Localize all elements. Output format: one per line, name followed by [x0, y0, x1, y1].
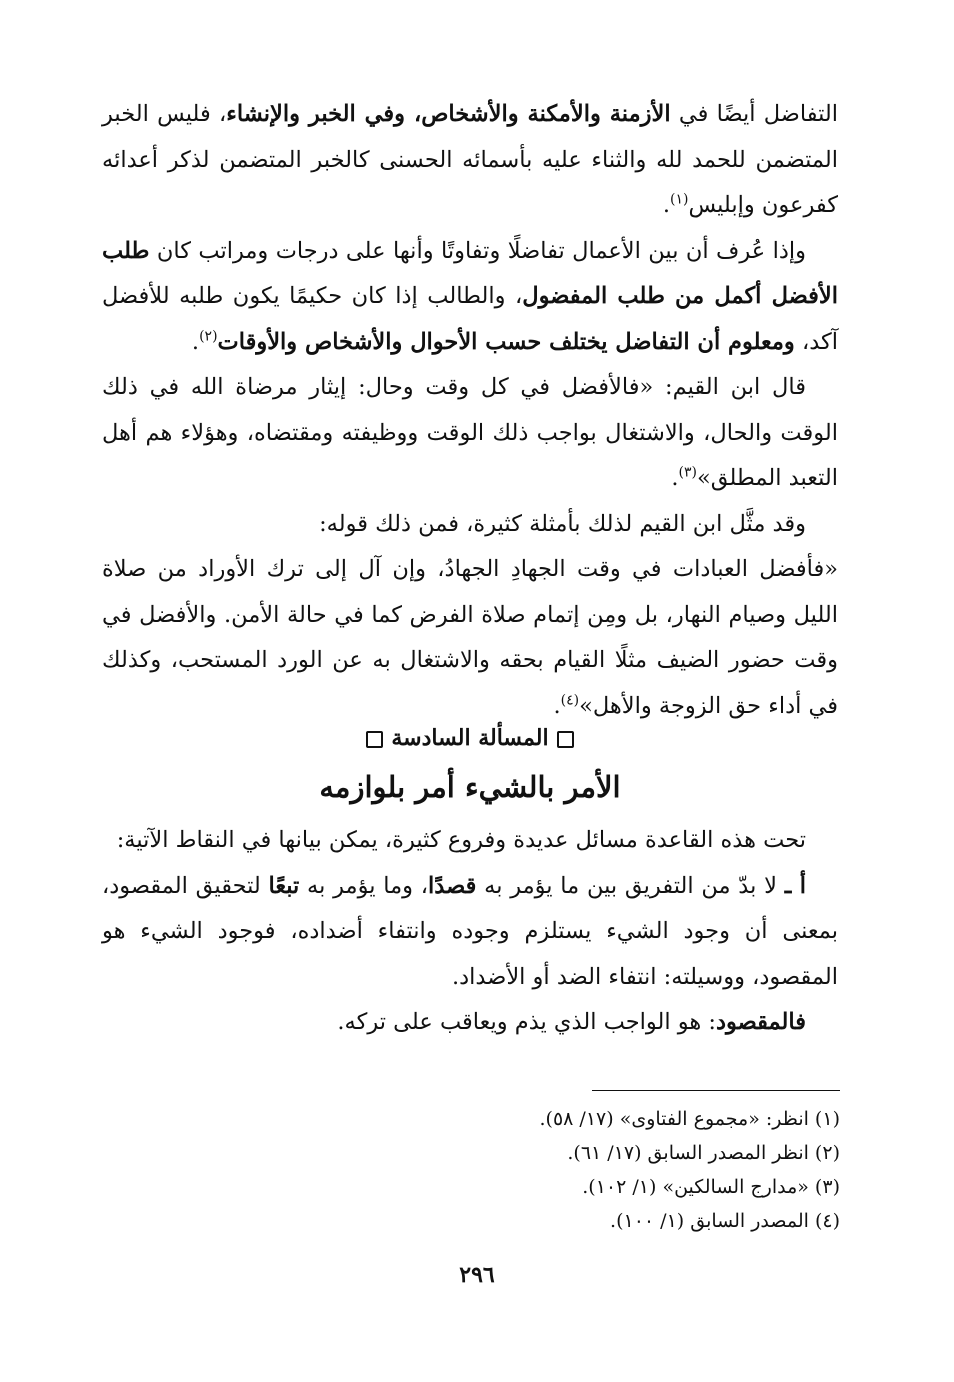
- paragraph-8: فالمقصود: هو الواجب الذي يذم ويعاقب على تركه.: [337, 1009, 806, 1035]
- footnote-divider: [592, 1090, 840, 1091]
- footnote-3: (٣) «مدارج السالكين» (١/ ١٠٢).: [582, 1176, 840, 1198]
- page-number: ٢٩٦: [459, 1262, 495, 1288]
- section-heading: الأمر بالشيء أمر بلوازمه: [319, 770, 621, 804]
- main-text: [102, 92, 838, 729]
- paragraph-3: قال ابن القيم: «فالأفضل في كل وقت وحال: إيثار مرضاة الله في ذلك الوقت والحال، والاشتغال بواجب ذلك الوقت ووظيفته ومقتضاه، وهؤلاء هم أهل التعبد المطلق»$^{(٣)}$.: [102, 374, 838, 491]
- paragraph-2: وإذا عُرف أن بين الأعمال تفاضلًا وتفاوتًا وأنها على درجات ومراتب كان طلب الأفضل أكمل من طلب المفضول، والطالب إذا كان حكيمًا يكون طلبه للأفضل آكد، ومعلوم أن التفاضل يختلف حسب الأحوال والأشخاص والأوقات$^{(٢)}$.: [102, 237, 838, 355]
- paragraph-1: التفاضل أيضًا في الأزمنة والأمكنة والأشخاص، وفي الخبر والإنشاء، فليس الخبر المتضمن للحمد لله والثناء عليه بأسمائه الحسنى كالخبر المتضمن لذكر أعدائه كفرعون وإبليس$^{(١)}$.: [102, 101, 838, 218]
- section-label-text: المسألة السادسة: [391, 725, 549, 751]
- paragraph-6: تحت هذه القاعدة مسائل عديدة وفروع كثيرة، يمكن بيانها في النقاط الآتية:: [116, 827, 806, 853]
- footnote-1: (١) انظر: «مجموع الفتاوى» (١٧/ ٥٨).: [539, 1108, 840, 1130]
- section-text: [102, 818, 838, 1046]
- footnote-ref-3[interactable]: (٣): [678, 464, 697, 481]
- footnote-ref-2[interactable]: (٢): [199, 328, 218, 344]
- footnote-2: (٢) انظر المصدر السابق (١٧/ ٦١).: [567, 1142, 840, 1164]
- footnote-4: (٤) المصدر السابق (١/ ١٠٠).: [610, 1210, 840, 1232]
- paragraph-4: وقد مثَّل ابن القيم لذلك بأمثلة كثيرة، فمن ذلك قوله:: [319, 510, 806, 537]
- footnote-ref-4[interactable]: (٤): [560, 692, 580, 708]
- footnote-ref-1[interactable]: (١): [669, 191, 689, 208]
- square-ornament-icon: [366, 731, 383, 748]
- section-label: [102, 718, 838, 758]
- paragraph-7: أ ـ لا بدّ من التفريق بين ما يؤمر به قصدًا، وما يؤمر به تبعًا لتحقيق المقصود، بمعنى أن وجود الشيء يستلزم وجوده وانتفاء أضداده، فوجود الشيء هو المقصود، ووسيلته: انتفاء الضد أو الأضداد.: [102, 872, 838, 990]
- footnotes: [340, 1102, 840, 1238]
- paragraph-5-quote: «فأفضل العبادات في وقت الجهادِ الجهادُ، وإن آل إلى ترك الأوراد من صلاة الليل وصيام النهار، بل ومِن إتمام صلاة الفرض كما في حالة الأمن. والأفضل في وقت حضور الضيف مثلًا القيام بحقه والاشتغال به عن الورد المستحب، وكذلك في أداء حق الزوجة والأهل»$^{(٤)}$.: [102, 556, 838, 719]
- square-ornament-icon: [557, 731, 574, 748]
